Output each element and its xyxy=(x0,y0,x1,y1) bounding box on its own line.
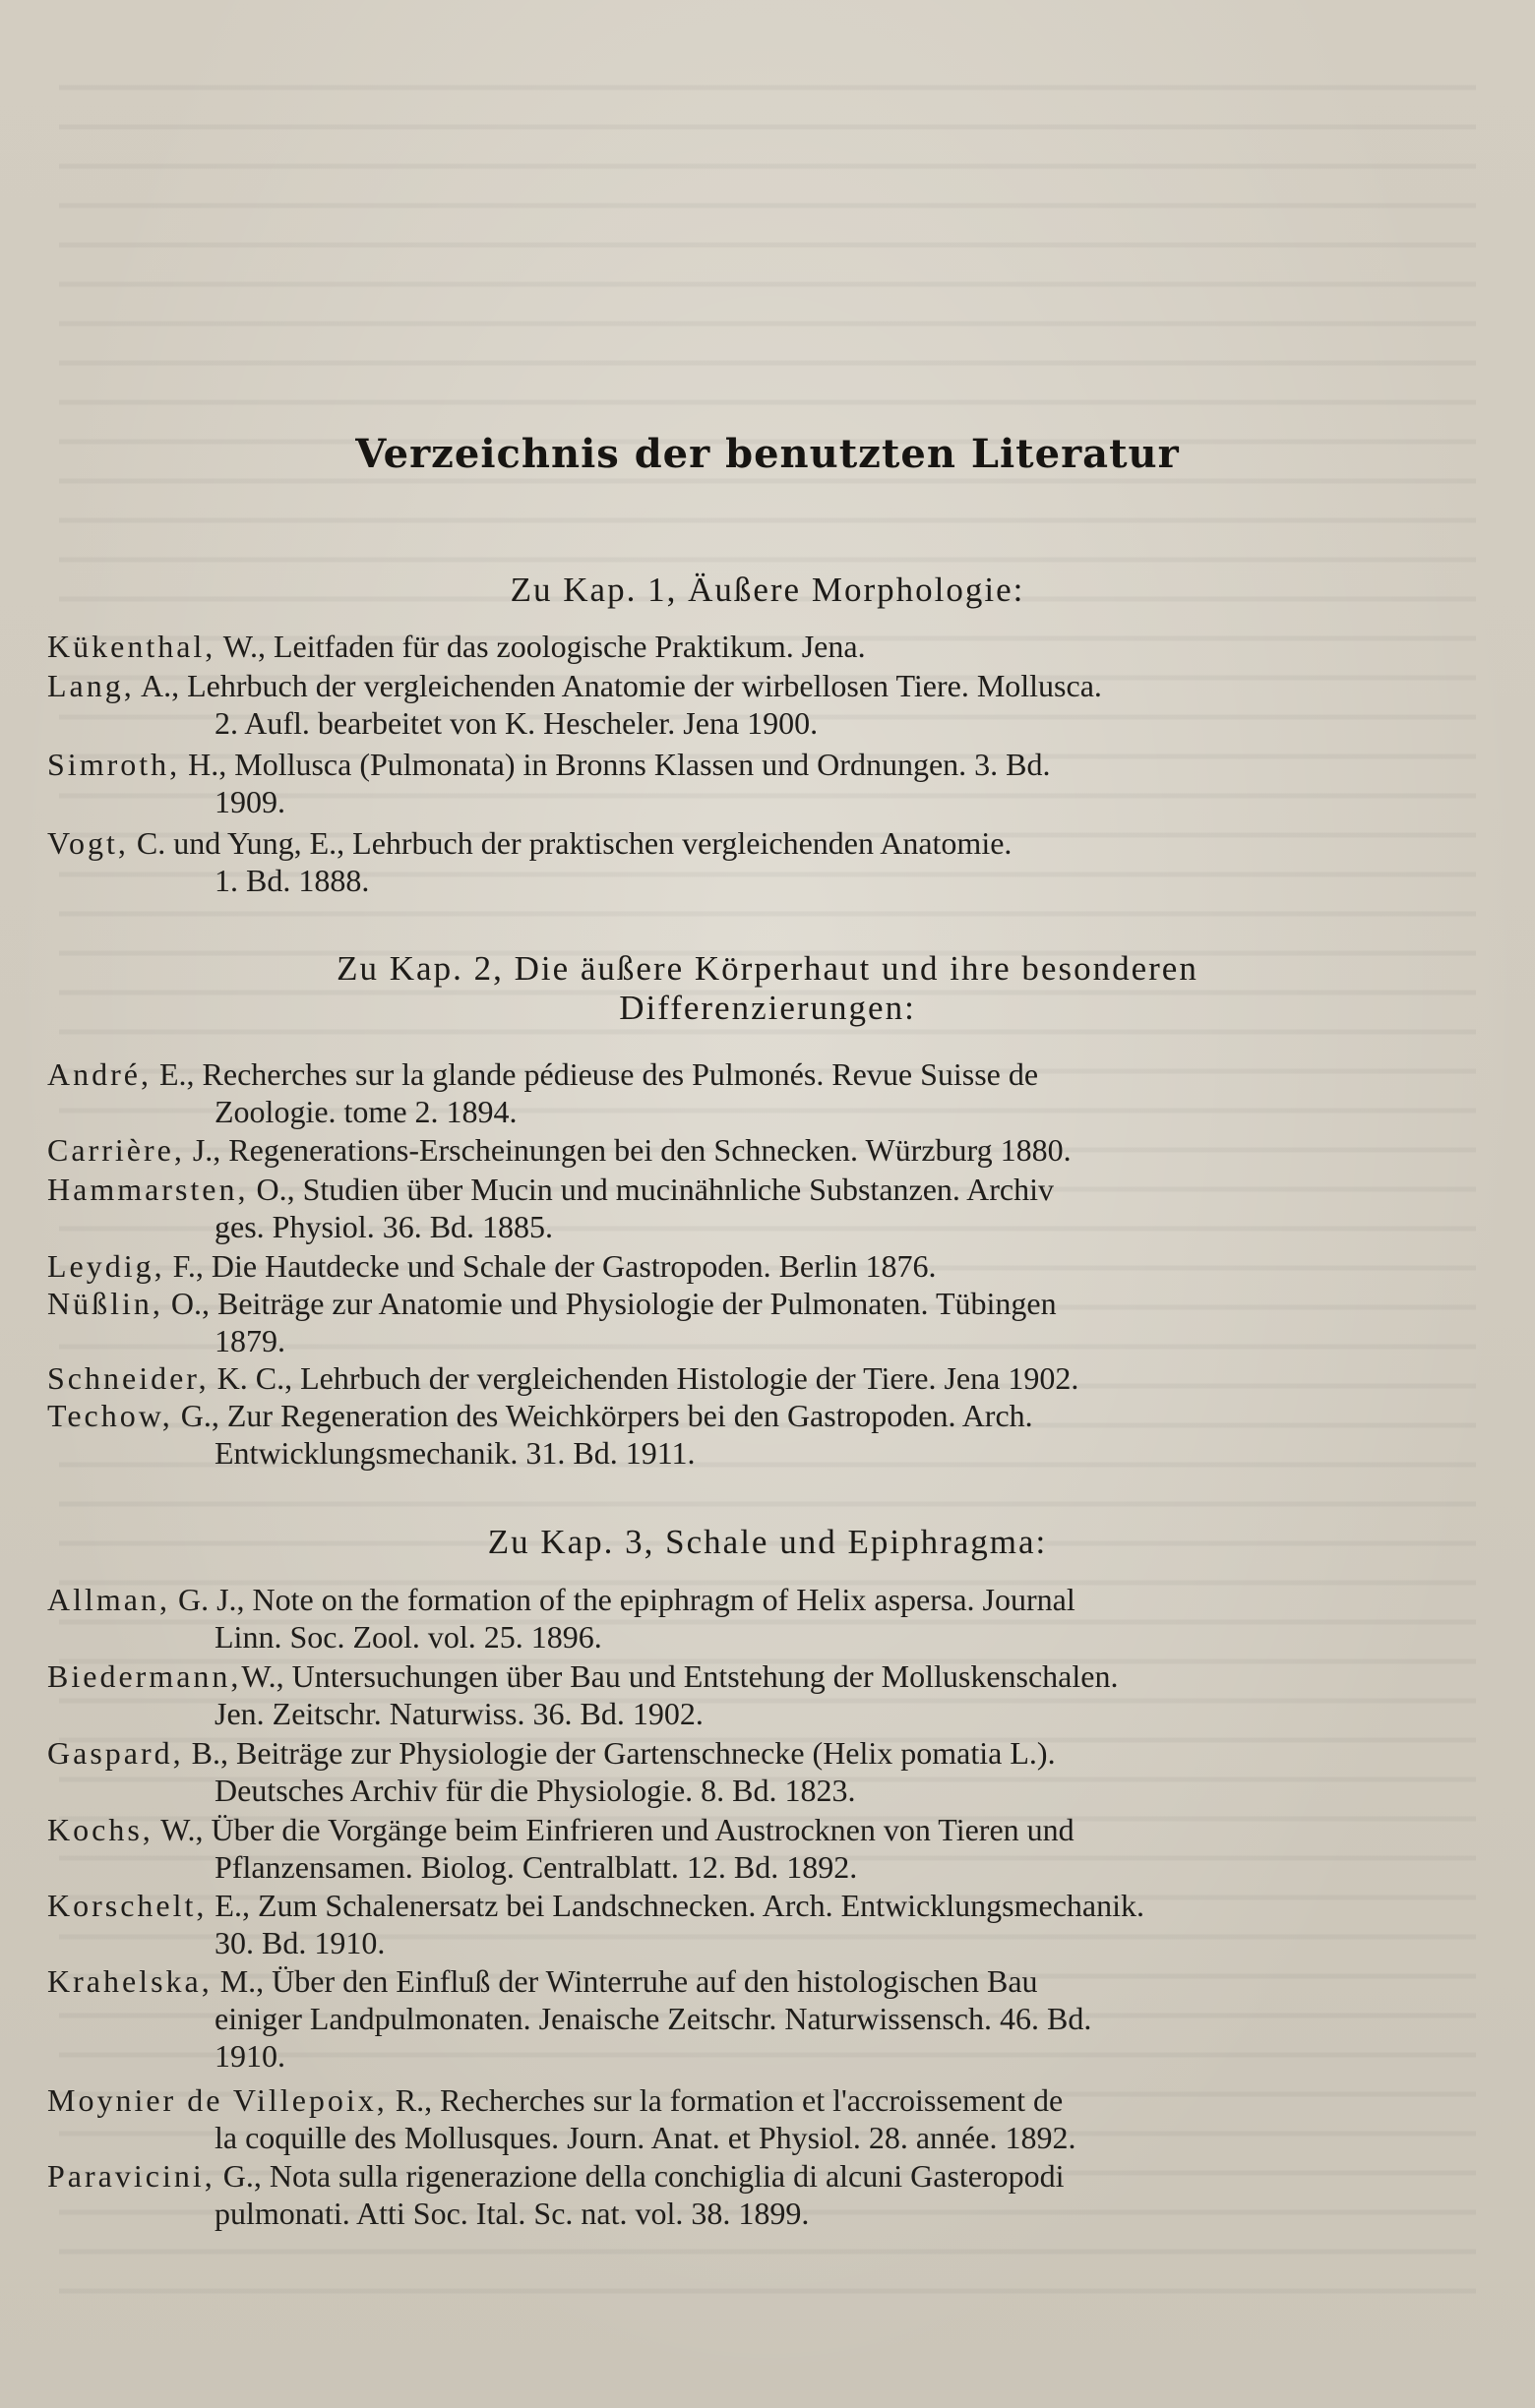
reference-entry xyxy=(47,1581,1482,1656)
entry-continuation: Linn. Soc. Zool. vol. 25. 1896. xyxy=(215,1619,602,1655)
reference-entry xyxy=(47,1359,1482,1397)
entry-continuation: Zoologie. tome 2. 1894. xyxy=(215,1094,518,1129)
entry-text: J., Regenerations-Erscheinungen bei den Schnecken. Würzburg 1880. xyxy=(184,1132,1072,1168)
entry-continuation: einiger Landpulmonaten. Jenaische Zeitschr. Naturwissensch. 46. Bd. xyxy=(215,2001,1092,2036)
entry-author: Techow, xyxy=(47,1398,173,1433)
reference-entry xyxy=(47,1247,1482,1285)
entry-author: Simroth, xyxy=(47,747,181,782)
entry-continuation: Entwicklungsmechanik. 31. Bd. 1911. xyxy=(215,1435,696,1471)
entry-continuation: Pflanzensamen. Biolog. Centralblatt. 12. Bd. 1892. xyxy=(215,1849,858,1885)
entry-text: G. J., Note on the formation of the epiphragm of Helix aspersa. Journal xyxy=(169,1582,1075,1617)
entry-text: C. und Yung, E., Lehrbuch der praktischen vergleichenden Anatomie. xyxy=(128,825,1013,861)
page-title: Verzeichnis der benutzten Literatur xyxy=(355,431,1180,477)
reference-entry xyxy=(47,1131,1482,1169)
entry-author: Allman, xyxy=(47,1582,170,1617)
reference-entry xyxy=(47,1171,1482,1245)
reference-entry xyxy=(47,2157,1482,2232)
entry-author: Carrière, xyxy=(47,1132,185,1168)
entry-author: André, xyxy=(47,1056,152,1092)
entry-continuation: la coquille des Mollusques. Journ. Anat. et Physiol. 28. année. 1892. xyxy=(215,2120,1076,2155)
entry-text: G., Nota sulla rigenerazione della conchiglia di alcuni Gasteropodi xyxy=(215,2158,1065,2194)
entry-text: W., Untersuchungen über Bau und Entstehung der Molluskenschalen. xyxy=(241,1658,1119,1694)
entry-continuation: 1879. xyxy=(215,1323,285,1358)
reference-entry xyxy=(47,628,1482,665)
section-heading-kap1: Zu Kap. 1, Äußere Morphologie: xyxy=(510,571,1025,609)
entry-text: H., Mollusca (Pulmonata) in Bronns Klassen und Ordnungen. 3. Bd. xyxy=(180,747,1051,782)
entry-text: W., Über die Vorgänge beim Einfrieren und Austrocknen von Tieren und xyxy=(153,1812,1074,1847)
entry-text: R., Recherches sur la formation et l'accroissement de xyxy=(387,2082,1064,2118)
entry-text: W., Leitfaden für das zoologische Praktikum. Jena. xyxy=(215,629,866,664)
reference-entry xyxy=(47,824,1482,899)
entry-text: G., Zur Regeneration des Weichkörpers bei den Gastropoden. Arch. xyxy=(172,1398,1033,1433)
entry-author: Leydig, xyxy=(47,1248,165,1284)
entry-author: Lang, xyxy=(47,668,135,703)
entry-continuation: ges. Physiol. 36. Bd. 1885. xyxy=(215,1209,554,1244)
entry-text: A., Lehrbuch der vergleichenden Anatomie der wirbellosen Tiere. Mollusca. xyxy=(134,668,1102,703)
reference-entry xyxy=(47,2081,1482,2156)
entry-author: Nüßlin, xyxy=(47,1286,163,1321)
entry-text: E., Zum Schalenersatz bei Landschnecken. Arch. Entwicklungsmechanik. xyxy=(207,1888,1144,1923)
entry-author: Paravicini, xyxy=(47,2158,215,2194)
entry-author: Vogt, xyxy=(47,825,129,861)
entry-continuation: Jen. Zeitschr. Naturwiss. 36. Bd. 1902. xyxy=(215,1696,704,1731)
entry-text: E., Recherches sur la glande pédieuse des Pulmonés. Revue Suisse de xyxy=(151,1056,1039,1092)
entry-text: K. C., Lehrbuch der vergleichenden Histologie der Tiere. Jena 1902. xyxy=(209,1360,1079,1396)
entry-continuation: 2. Aufl. bearbeitet von K. Hescheler. Jena 1900. xyxy=(215,705,819,741)
reference-entry xyxy=(47,1055,1482,1130)
entry-continuation: 1909. xyxy=(215,784,285,819)
entry-text: F., Die Hautdecke und Schale der Gastropoden. Berlin 1876. xyxy=(164,1248,937,1284)
entry-author: Biedermann, xyxy=(47,1658,242,1694)
entry-author: Kükenthal, xyxy=(47,629,216,664)
entry-text: B., Beiträge zur Physiologie der Gartenschnecke (Helix pomatia L.). xyxy=(183,1735,1056,1771)
entry-text: O., Beiträge zur Anatomie und Physiologie der Pulmonaten. Tübingen xyxy=(162,1286,1057,1321)
entry-continuation: pulmonati. Atti Soc. Ital. Sc. nat. vol. 38. 1899. xyxy=(215,2196,810,2231)
reference-entry xyxy=(47,1887,1482,1961)
entry-author: Schneider, xyxy=(47,1360,210,1396)
section-heading-kap3: Zu Kap. 3, Schale und Epiphragma: xyxy=(487,1523,1048,1561)
reference-entry xyxy=(47,667,1482,742)
entry-continuation: 1910. xyxy=(215,2038,285,2074)
section-heading-line: Zu Kap. 2, Die äußere Körperhaut und ihre besonderen xyxy=(337,949,1198,988)
entry-author: Korschelt, xyxy=(47,1888,208,1923)
reference-entry xyxy=(47,1397,1482,1472)
entry-author: Hammarsten, xyxy=(47,1172,249,1207)
entry-author: Gaspard, xyxy=(47,1735,184,1771)
reference-entry xyxy=(47,1657,1482,1732)
entry-text: O., Studien über Mucin und mucinähnliche Substanzen. Archiv xyxy=(248,1172,1055,1207)
entry-author: Kochs, xyxy=(47,1812,154,1847)
reference-entry xyxy=(47,746,1482,820)
entry-author: Moynier de Villepoix, xyxy=(47,2082,388,2118)
entry-continuation: Deutsches Archiv für die Physiologie. 8. Bd. 1823. xyxy=(215,1773,856,1808)
entry-continuation: 1. Bd. 1888. xyxy=(215,863,370,898)
section-heading-kap2 xyxy=(128,949,1407,1028)
entry-text: M., Über den Einfluß der Winterruhe auf den histologischen Bau xyxy=(212,1963,1038,1999)
reference-entry xyxy=(47,1811,1482,1886)
reference-entry xyxy=(47,1734,1482,1809)
reference-entry xyxy=(47,1285,1482,1359)
section-heading-line: Differenzierungen: xyxy=(619,989,916,1027)
reference-entry xyxy=(47,1962,1482,2075)
entry-continuation: 30. Bd. 1910. xyxy=(215,1925,386,1960)
entry-author: Krahelska, xyxy=(47,1963,213,1999)
